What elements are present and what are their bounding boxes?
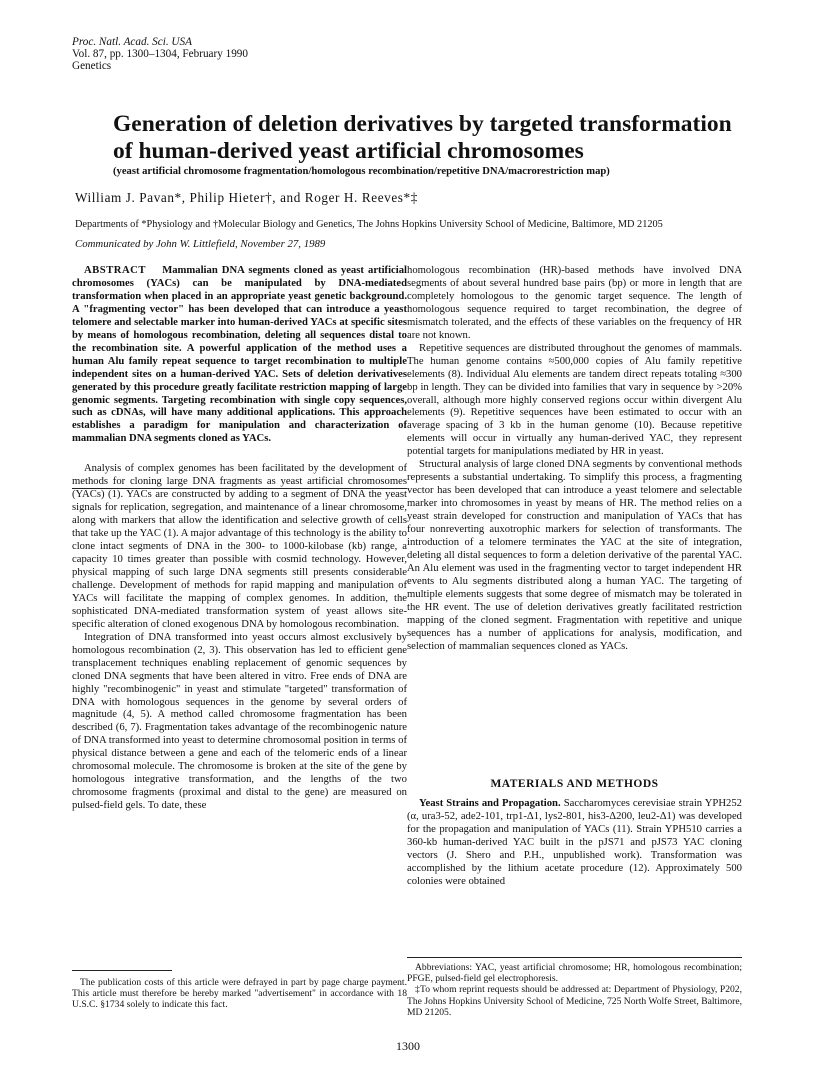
abstract-divider [72,488,407,489]
body-paragraph: Analysis of complex genomes has been facilitated by the development of methods for cloning large DNA fragments as yeast artificial chromosomes (YACs) (1). YACs are constructed by adding to a segment of DNA the yeast signals for replication, segregation, and maintenance of a linear chromosome, along with markers that allow the identification and selective growth of cells that take up the YAC (1). A major advantage of this technology is the ability to clone intact segments of DNA in the 300- to 1000-kilobase (kb) range, a capacity 10 times greater than possible with cosmid technology. However, physical mapping of such large DNA segments still presents considerable challenge. Development of methods for rapid mapping and manipulation of YACs will facilitate the mapping of complex genomes. In addition, the sophisticated DNA-mediated transformation system of yeast allows site-specific alteration of cloned exogenous DNA by homologous recombination. [72,463,407,630]
footnote-rule-right [407,957,742,958]
publication-charges-note: The publication costs of this article were defrayed in part by page charge payment. This article must therefore be hereby marked "advertisement" in accordance with 18 U.S.C. §1734 solely to indicate this fact. [72,977,407,1011]
methods-column [407,798,742,889]
communicated-by: Communicated by John W. Littlefield, November 27, 1989 [75,238,326,250]
body-paragraph: Structural analysis of large cloned DNA segments by conventional methods represents a substantial undertaking. To simplify this process, a fragmenting vector has been developed that can introduce a yeast telomere and selectable marker into chromosomes in yeast by means of HR. The method relies on a yeast strain developed for construction and manipulation of YACs that has four nonreverting auxotrophic markers for selection of transformants. The introduction of a telomere terminates the YAC at the site of integration, deleting all distal sequences to form a deletion derivative of the parental YAC. An Alu element was used in the fragmenting vector to target independent HR events to Alu segments distributed along a human YAC. The targeting of multiple elements suggests that some degree of mismatch may be tolerated in the HR event. The use of deletion derivatives greatly facilitated restriction mapping of the cloned segment. Fragmentation with repetitive and unique sequences has a number of applications for analysis, modification, and selection of mammalian sequences cloned as YACs. [407,459,742,652]
article-title: Generation of deletion derivatives by targeted transformation of human-derived yeast artificial chromosomes [113,111,732,164]
page-number: 1300 [396,1039,420,1053]
methods-subheading: Yeast Strains and Propagation. [419,798,561,809]
abstract-text: Mammalian DNA segments cloned as yeast artificial chromosomes (YACs) can be manipulated by DNA-mediated transformation when placed in an appropriate yeast genetic background. A "fragmenting vector" has been developed that can introduce a yeast telomere and selectable marker into human-derived YACs at specific sites by means of homologous recombination, deleting all sequences distal to the recombination site. A powerful application of the method uses a human Alu family repeat sequence to target recombination to multiple independent sites on a human-derived YAC. Sets of deletion derivatives generated by this procedure greatly facilitate restriction mapping of large genomic segments. Targeting recombination with single copy sequences, such as cDNAs, will have many additional applications. This approach establishes a paradigm for manipulation and characterization of mammalian DNA segments cloned as YACs. [72,265,407,445]
journal-section: Genetics [72,60,112,73]
footnote-right [407,962,742,1018]
article-affiliation: Departments of *Physiology and †Molecular Biology and Genetics, The Johns Hopkins University School of Medicine, Baltimore, MD 21205 [75,219,663,230]
reprint-note: ‡To whom reprint requests should be addressed at: Department of Physiology, P202, The Johns Hopkins University School of Medicine, 725 North Wolfe Street, Baltimore, MD 21205. [407,984,742,1018]
article-authors: William J. Pavan*, Philip Hieter†, and Roger H. Reeves*‡ [75,190,418,205]
abstract [72,265,407,446]
section-heading: MATERIALS AND METHODS [490,778,659,790]
article-keywords: (yeast artificial chromosome fragmentation/homologous recombination/repetitive DNA/macrorestriction map) [113,166,610,177]
abbreviations-note: Abbreviations: YAC, yeast artificial chromosome; HR, homologous recombination; PFGE, pulsed-field gel electrophoresis. [407,962,742,985]
footnote-rule-left [72,970,172,971]
methods-paragraph [407,798,742,889]
left-column [72,265,407,813]
footnote-left [72,977,407,1011]
journal-volume: Vol. 87, pp. 1300–1304, February 1990 [72,48,248,61]
body-paragraph: homologous recombination (HR)-based methods have involved DNA segments of about several hundred base pairs (bp) or more in length that are completely homologous to the genomic target sequence. The length of homologous sequence required to target recombination, the degree of mismatch tolerated, and the effects of these variables on the frequency of HR are not known. [407,265,742,341]
body-paragraph: Repetitive sequences are distributed throughout the genomes of mammals. The human genome contains ≈500,000 copies of Alu family repetitive elements (8). Individual Alu elements are tandem direct repeats totaling ≈300 bp in length. They can be divided into families that vary in sequence by >20% overall, although more highly conserved regions occur within divergent Alu elements (9). Repetitive sequences have been estimated to occur with an average spacing of 3 kb in the human genome (10). Because repetitive elements will occur in virtually any human-derived YAC, they represent potential targets for manipulations mediated by HR in yeast. [407,342,742,458]
journal-header [72,36,248,73]
journal-name: Proc. Natl. Acad. Sci. USA [72,36,192,48]
methods-text: Saccharomyces cerevisiae strain YPH252 (α, ura3-52, ade2-101, trp1-Δ1, lys2-801, his3-Δ200, leu2-Δ1) was developed for the propagation and manipulation of YACs (11). Strain YPH510 carries a 360-kb human-derived YAC built in the pJS71 and pJS73 YAC cloning vectors (J. Shero and P.H., unpublished work). Transformation was accomplished by the lithium acetate procedure (12). Approximately 500 colonies were obtained [407,798,742,887]
right-column [407,265,742,654]
body-paragraph: Integration of DNA transformed into yeast occurs almost exclusively by homologous recombination (2, 3). This observation has led to efficient gene transplacement techniques enabling replacement of genomic sequences by cloned DNA segments that have been altered in vitro. Free ends of DNA are highly "recombinogenic" in yeast and stimulate "targeted" transformation of DNA with homologous sequences in the genome by several orders of magnitude (4, 5). A method called chromosome fragmentation has been described (6, 7). Fragmentation takes advantage of the recombinogenic nature of DNA transformed into yeast to determine chromosomal position in terms of physical distance between a gene and each of the telomeric ends of a linear chromosomal molecule. The chromosome is broken at the site of the gene by homologous integrative transformation, and the lengths of the two chromosome fragments (proximal and distal to the gene) are measured on pulsed-field gels. To date, these [72,631,407,812]
abstract-label: ABSTRACT [84,265,146,276]
